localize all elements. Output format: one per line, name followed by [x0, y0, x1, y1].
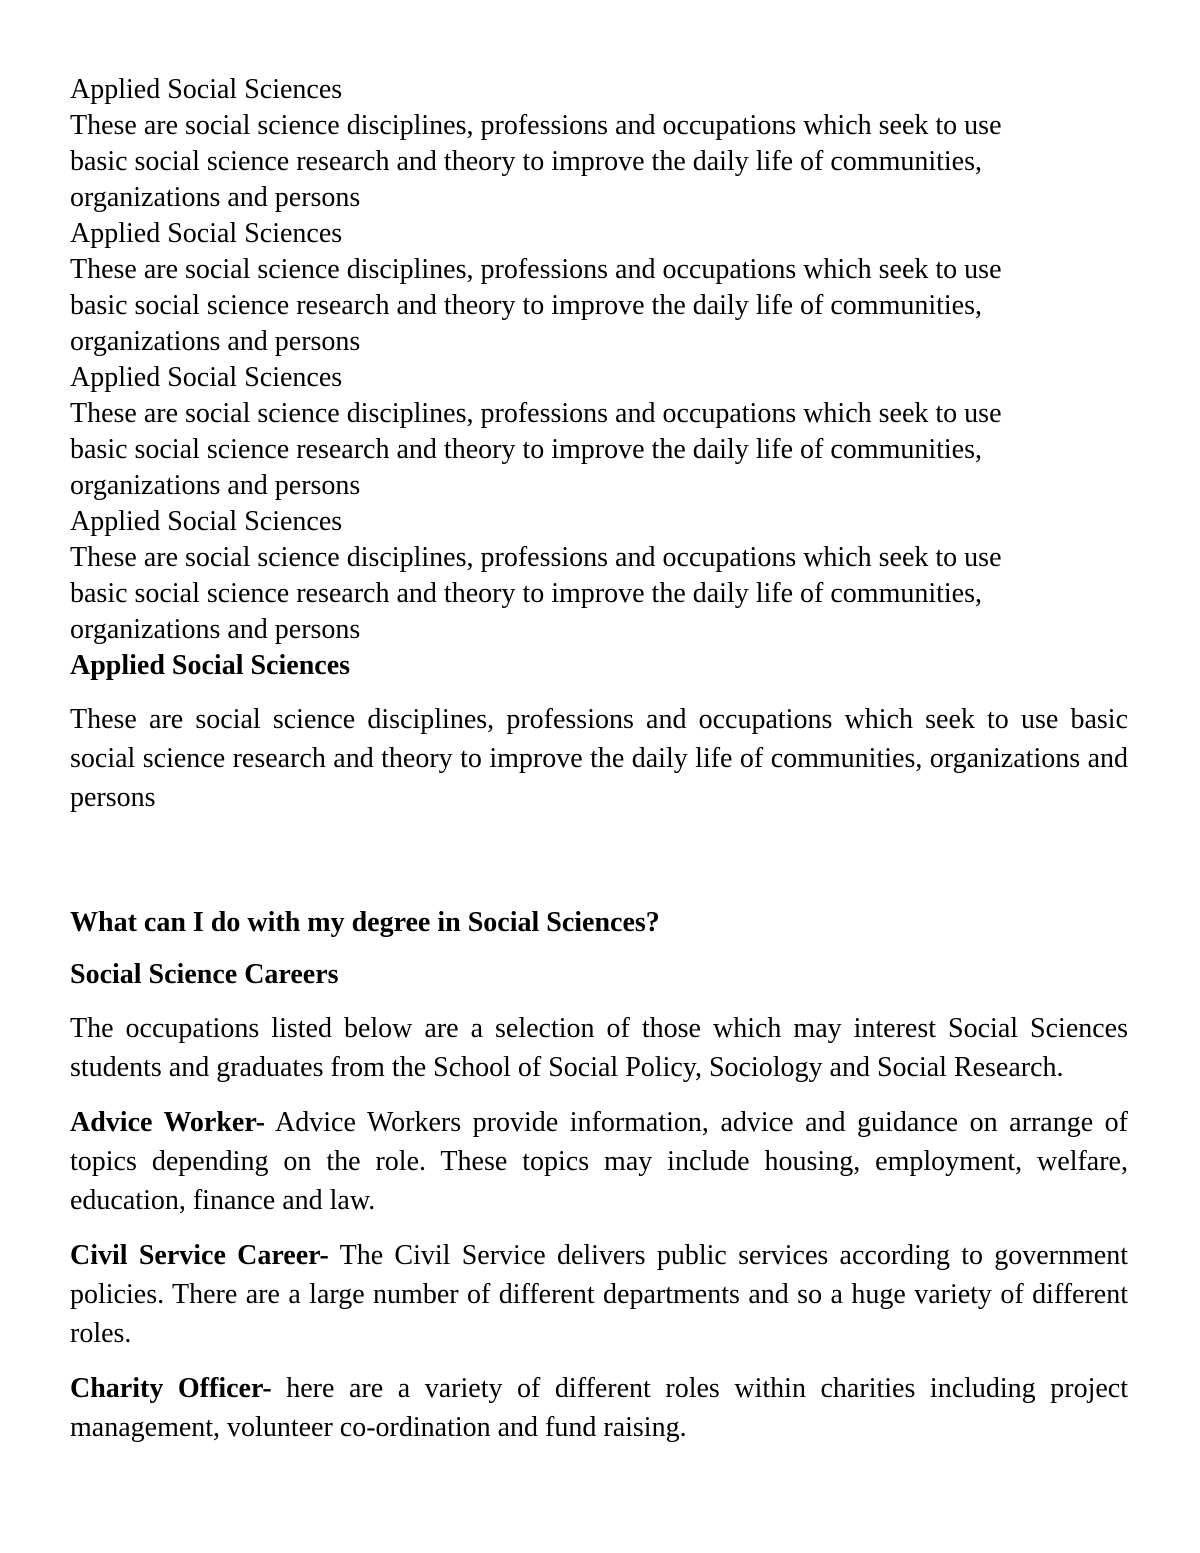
- section-body-line: basic social science research and theory to improve the daily life of communities,: [70, 146, 983, 177]
- section-body-line: organizations and persons: [70, 182, 361, 213]
- section-body-line: organizations and persons: [70, 470, 361, 501]
- career-entry-charity-officer: [70, 1369, 1128, 1447]
- section-body-line: basic social science research and theory to improve the daily life of communities,: [70, 578, 983, 609]
- section-body-line: basic social science research and theory to improve the daily life of communities,: [70, 290, 983, 321]
- career-entry-civil-service: [70, 1236, 1128, 1353]
- section-body-line: organizations and persons: [70, 614, 361, 645]
- repeated-section-3: [70, 360, 1128, 504]
- career-name: Advice Worker-: [70, 1107, 266, 1138]
- career-name: Civil Service Career-: [70, 1240, 329, 1271]
- final-section-body: These are social science disciplines, professions and occupations which seek to use basic social science research and theory to improve the daily life of communities, organizations and persons: [70, 704, 1128, 813]
- career-description: The Civil Service delivers public services according to government policies. There are a large number of different departments and so a huge variety of different roles.: [70, 1240, 1128, 1349]
- section-body-line: basic social science research and theory to improve the daily life of communities,: [70, 434, 983, 465]
- section-body-line: organizations and persons: [70, 326, 361, 357]
- repeated-section-4: [70, 504, 1128, 648]
- careers-heading: Social Science Careers: [70, 959, 339, 990]
- question-heading: What can I do with my degree in Social Sciences?: [70, 907, 660, 938]
- section-title: Applied Social Sciences: [70, 362, 343, 393]
- section-body-line: These are social science disciplines, professions and occupations which seek to use: [70, 542, 1002, 573]
- section-body-line: These are social science disciplines, professions and occupations which seek to use: [70, 398, 1002, 429]
- section-title: Applied Social Sciences: [70, 506, 343, 537]
- section-body-line: These are social science disciplines, professions and occupations which seek to use: [70, 110, 1002, 141]
- section-body-line: These are social science disciplines, professions and occupations which seek to use: [70, 254, 1002, 285]
- repeated-section-2: [70, 216, 1128, 360]
- section-title: Applied Social Sciences: [70, 74, 343, 105]
- repeated-section-1: [70, 72, 1128, 216]
- document-page: [70, 72, 1128, 1447]
- section-title: Applied Social Sciences: [70, 218, 343, 249]
- career-description: here are a variety of different roles within charities including project management, volunteer co-ordination and fund raising.: [70, 1373, 1128, 1443]
- final-section-title: Applied Social Sciences: [70, 650, 351, 681]
- career-description: Advice Workers provide information, advice and guidance on arrange of topics depending on the role. These topics may include housing, employment, welfare, education, finance and law.: [70, 1107, 1128, 1216]
- careers-intro: The occupations listed below are a selection of those which may interest Social Sciences students and graduates from the School of Social Policy, Sociology and Social Research.: [70, 1013, 1128, 1083]
- career-name: Charity Officer-: [70, 1373, 272, 1404]
- career-entry-advice-worker: [70, 1103, 1128, 1220]
